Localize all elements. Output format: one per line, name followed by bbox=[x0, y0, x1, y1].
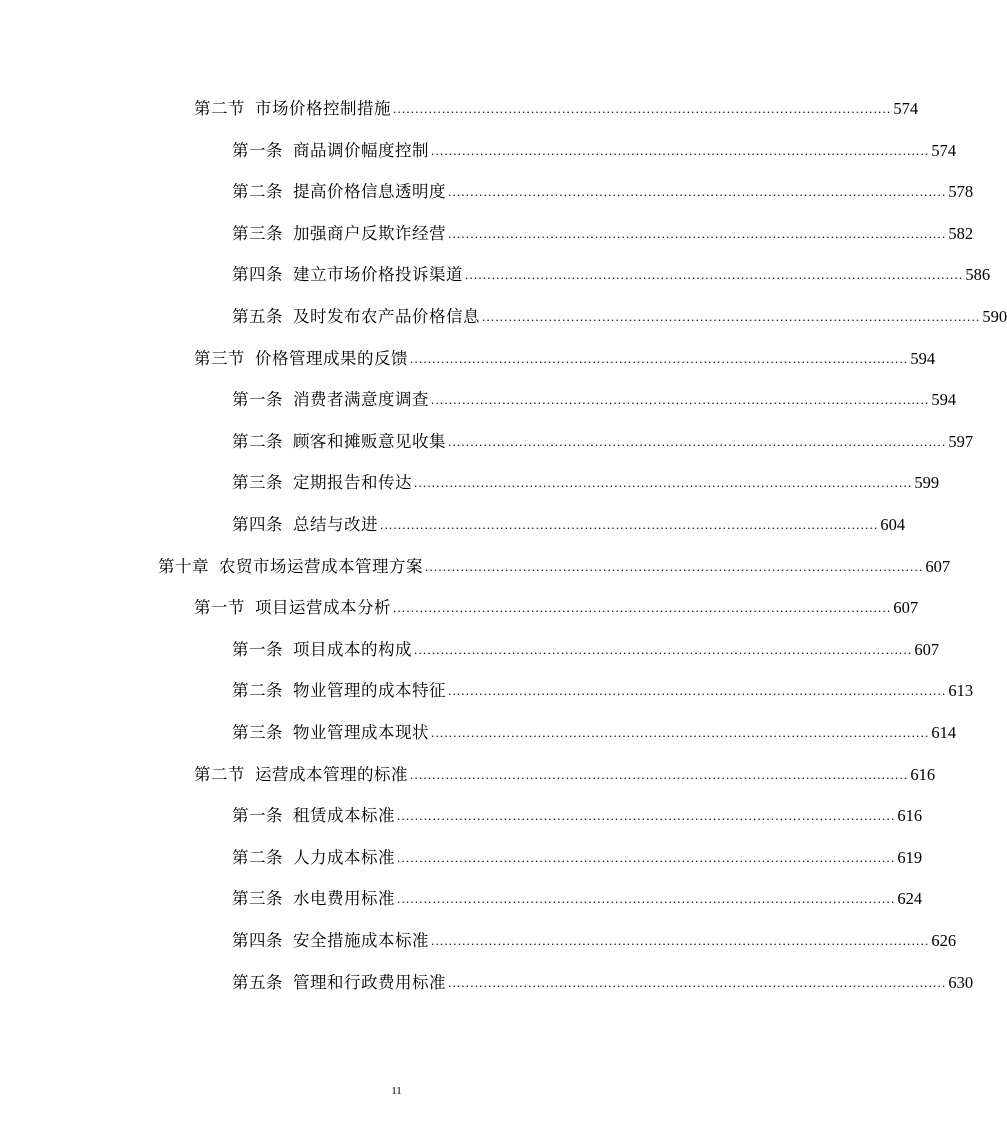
dot-leader: ................................................................................................................ bbox=[380, 517, 879, 532]
toc-entry-label: 第二条 bbox=[232, 182, 283, 202]
toc-entry[interactable] bbox=[232, 631, 940, 661]
toc-entry-page: 586 bbox=[965, 265, 991, 285]
dot-leader: ................................................................................................................ bbox=[414, 641, 913, 657]
toc-entry[interactable] bbox=[158, 548, 951, 578]
toc-entry-label: 第三条 bbox=[232, 889, 283, 909]
toc-entry-title: 项目运营成本分析 bbox=[255, 598, 391, 618]
toc-entry-title: 加强商户反欺诈经营 bbox=[293, 223, 446, 243]
toc-entry-page: 616 bbox=[910, 764, 936, 784]
toc-entry[interactable] bbox=[232, 964, 974, 994]
toc-entry-title: 提高价格信息透明度 bbox=[293, 182, 446, 202]
toc-entry-title: 总结与改进 bbox=[293, 515, 378, 534]
toc-entry-page: 597 bbox=[948, 431, 974, 451]
dot-leader: ................................................................................................................ bbox=[431, 725, 930, 740]
dot-leader: ................................................................................................................ bbox=[431, 933, 930, 948]
toc-entry-page: 624 bbox=[897, 889, 923, 909]
toc-entry-page: 599 bbox=[914, 473, 940, 493]
toc-entry-label: 第二条 bbox=[232, 681, 283, 701]
toc-entry[interactable] bbox=[232, 464, 940, 494]
toc-entry-title: 物业管理的成本特征 bbox=[293, 681, 446, 701]
toc-entry-title: 人力成本标准 bbox=[293, 847, 395, 867]
dot-leader: ................................................................................................................ bbox=[393, 600, 892, 616]
toc-entry-page: 574 bbox=[931, 140, 957, 160]
toc-entry-title: 消费者满意度调查 bbox=[293, 390, 429, 410]
table-of-contents bbox=[0, 90, 1007, 1010]
toc-entry-label: 第二节 bbox=[194, 764, 245, 784]
dot-leader: ................................................................................................................ bbox=[448, 683, 947, 699]
toc-entry[interactable] bbox=[232, 423, 974, 453]
dot-leader: ................................................................................................................ bbox=[410, 350, 909, 366]
toc-entry[interactable] bbox=[232, 256, 991, 286]
toc-entry-label: 第三节 bbox=[194, 348, 245, 368]
toc-entry-page: 590 bbox=[982, 307, 1007, 326]
toc-entry-page: 607 bbox=[925, 556, 951, 576]
toc-entry[interactable] bbox=[232, 381, 957, 411]
toc-entry-title: 物业管理成本现状 bbox=[293, 723, 429, 742]
toc-entry-page: 594 bbox=[910, 348, 936, 368]
dot-leader: ................................................................................................................ bbox=[425, 558, 924, 574]
toc-entry[interactable] bbox=[232, 922, 957, 952]
toc-entry[interactable] bbox=[232, 797, 923, 827]
toc-entry-title: 建立市场价格投诉渠道 bbox=[293, 265, 463, 285]
toc-entry-label: 第三条 bbox=[232, 223, 283, 243]
toc-entry[interactable] bbox=[194, 340, 936, 370]
toc-entry-page: 616 bbox=[897, 806, 923, 826]
toc-entry[interactable] bbox=[232, 506, 906, 536]
toc-entry-page: 607 bbox=[914, 639, 940, 659]
toc-entry-page: 614 bbox=[931, 723, 957, 742]
toc-entry-title: 水电费用标准 bbox=[293, 889, 395, 909]
toc-entry-label: 第四条 bbox=[232, 515, 283, 534]
toc-entry-page: 607 bbox=[893, 598, 919, 618]
dot-leader: ................................................................................................................ bbox=[448, 184, 947, 200]
toc-entry[interactable] bbox=[232, 839, 923, 869]
dot-leader: ................................................................................................................ bbox=[397, 891, 896, 907]
dot-leader: ................................................................................................................ bbox=[431, 142, 930, 158]
toc-entry-label: 第十章 bbox=[158, 556, 209, 576]
toc-entry-label: 第一条 bbox=[232, 140, 283, 160]
dot-leader: ................................................................................................................ bbox=[431, 392, 930, 408]
toc-entry[interactable] bbox=[194, 90, 919, 120]
toc-entry-label: 第二条 bbox=[232, 847, 283, 867]
toc-entry-title: 及时发布农产品价格信息 bbox=[293, 307, 480, 326]
toc-entry-title: 定期报告和传达 bbox=[293, 473, 412, 493]
toc-entry-label: 第一条 bbox=[232, 639, 283, 659]
toc-entry-page: 604 bbox=[880, 515, 906, 534]
toc-entry[interactable] bbox=[232, 714, 957, 744]
toc-entry-label: 第四条 bbox=[232, 931, 283, 950]
toc-entry-label: 第三条 bbox=[232, 723, 283, 742]
toc-entry-title: 安全措施成本标准 bbox=[293, 931, 429, 950]
toc-entry-title: 价格管理成果的反馈 bbox=[255, 348, 408, 368]
toc-entry-page: 626 bbox=[931, 931, 957, 950]
toc-entry-label: 第一条 bbox=[232, 806, 283, 826]
dot-leader: ................................................................................................................ bbox=[397, 808, 896, 824]
toc-entry[interactable] bbox=[232, 298, 1007, 328]
toc-entry-page: 630 bbox=[948, 972, 974, 992]
toc-entry-label: 第一节 bbox=[194, 598, 245, 618]
toc-entry-page: 594 bbox=[931, 390, 957, 410]
toc-entry-label: 第五条 bbox=[232, 307, 283, 326]
toc-entry-page: 578 bbox=[948, 182, 974, 202]
dot-leader: ................................................................................................................ bbox=[448, 433, 947, 449]
dot-leader: ................................................................................................................ bbox=[465, 267, 964, 283]
toc-entry-title: 市场价格控制措施 bbox=[255, 99, 391, 118]
toc-entry-title: 管理和行政费用标准 bbox=[293, 972, 446, 992]
toc-entry[interactable] bbox=[194, 589, 919, 619]
toc-entry-title: 商品调价幅度控制 bbox=[293, 140, 429, 160]
dot-leader: ................................................................................................................ bbox=[482, 309, 981, 324]
toc-entry-page: 582 bbox=[948, 223, 974, 243]
toc-entry-page: 613 bbox=[948, 681, 974, 701]
toc-entry-label: 第二节 bbox=[194, 99, 245, 118]
toc-entry-page: 619 bbox=[897, 847, 923, 867]
toc-entry-label: 第五条 bbox=[232, 972, 283, 992]
toc-entry-label: 第二条 bbox=[232, 431, 283, 451]
dot-leader: ................................................................................................................ bbox=[448, 974, 947, 990]
toc-entry[interactable] bbox=[232, 132, 957, 162]
toc-entry-label: 第三条 bbox=[232, 473, 283, 493]
page-number: 11 bbox=[391, 1085, 402, 1097]
toc-entry[interactable] bbox=[232, 215, 974, 245]
toc-entry-title: 项目成本的构成 bbox=[293, 639, 412, 659]
dot-leader: ................................................................................................................ bbox=[414, 475, 913, 491]
toc-entry-title: 农贸市场运营成本管理方案 bbox=[219, 556, 423, 576]
toc-entry[interactable] bbox=[232, 672, 974, 702]
toc-entry[interactable] bbox=[194, 756, 936, 786]
dot-leader: ................................................................................................................ bbox=[393, 101, 892, 116]
toc-entry-label: 第一条 bbox=[232, 390, 283, 410]
dot-leader: ................................................................................................................ bbox=[410, 766, 909, 782]
toc-entry-title: 租赁成本标准 bbox=[293, 806, 395, 826]
dot-leader: ................................................................................................................ bbox=[397, 849, 896, 865]
toc-entry-label: 第四条 bbox=[232, 265, 283, 285]
toc-entry-title: 顾客和摊贩意见收集 bbox=[293, 431, 446, 451]
toc-entry[interactable] bbox=[232, 880, 923, 910]
toc-entry[interactable] bbox=[232, 173, 974, 203]
toc-entry-title: 运营成本管理的标准 bbox=[255, 764, 408, 784]
toc-entry-page: 574 bbox=[893, 99, 919, 118]
dot-leader: ................................................................................................................ bbox=[448, 225, 947, 241]
